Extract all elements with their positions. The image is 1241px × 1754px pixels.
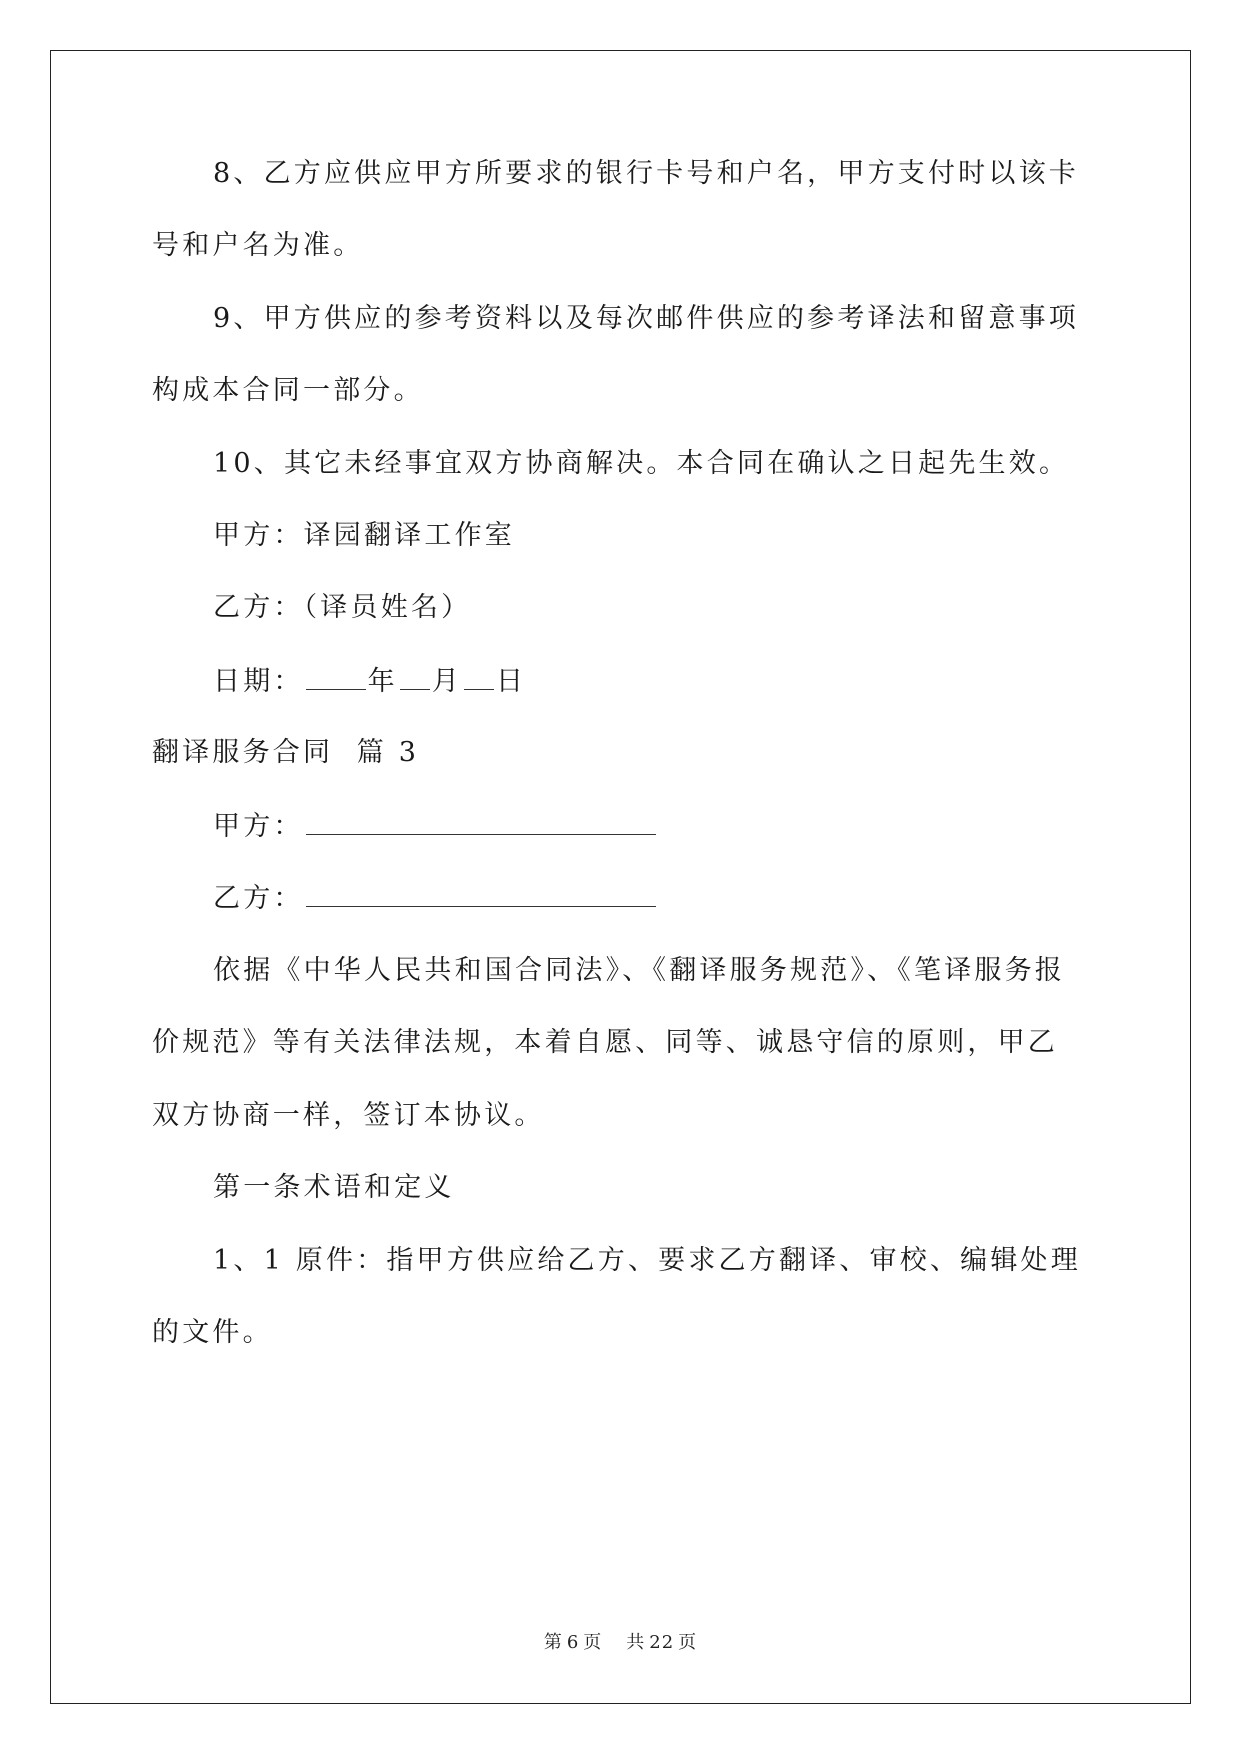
party-a-blank [306,808,656,835]
clause-9-line-2: 构成本合同一部分。 [152,375,424,406]
year-label: 年 [367,666,398,697]
definition-1-1-line-2: 的文件。 [152,1317,273,1348]
total-suffix: 页 [678,1632,698,1653]
clause-10: 10、其它未经事宜双方协商解决。本合同在确认之日起先生效。 [213,448,1070,479]
month-label: 月 [431,666,463,697]
party-b-signature: 乙方：（译员姓名） [213,592,472,623]
day-label: 日 [496,666,527,697]
page-suffix: 页 [583,1632,603,1653]
page-number: 6 [566,1632,580,1653]
party-a-line [213,808,658,845]
day-blank [464,663,494,690]
date-label: 日期： [213,666,304,697]
party-b-line [213,880,658,917]
article-1-heading: 第一条术语和定义 [213,1172,455,1203]
preamble-line-1: 依据《中华人民共和国合同法》、《翻译服务规范》、《笔译服务报 [213,955,1065,986]
page-prefix: 第 [543,1632,563,1653]
page-border [50,50,1191,1704]
section-title: 翻译服务合同 篇 3 [152,737,420,768]
definition-1-1-line-1: 1、1 原件：指甲方供应给乙方、要求乙方翻译、审校、编辑处理 [213,1245,1081,1276]
party-b-blank [306,880,656,907]
page-footer [0,1628,1241,1654]
total-prefix: 共 [626,1632,646,1653]
party-a-signature: 甲方：译园翻译工作室 [213,520,515,551]
preamble-line-2: 价规范》等有关法律法规，本着自愿、同等、诚恳守信的原则，甲乙 [152,1027,1058,1058]
clause-9-line-1: 9、甲方供应的参考资料以及每次邮件供应的参考译法和留意事项 [213,303,1079,334]
preamble-line-3: 双方协商一样，签订本协议。 [152,1100,545,1131]
date-line [213,663,526,700]
party-b-label: 乙方： [213,883,304,914]
total-pages: 22 [649,1632,675,1653]
clause-8-line-1: 8、乙方应供应甲方所要求的银行卡号和户名，甲方支付时以该卡 [213,158,1079,189]
clause-8-line-2: 号和户名为准。 [152,230,364,261]
year-blank [306,663,366,690]
party-a-label: 甲方： [213,811,304,842]
month-blank [400,663,430,690]
